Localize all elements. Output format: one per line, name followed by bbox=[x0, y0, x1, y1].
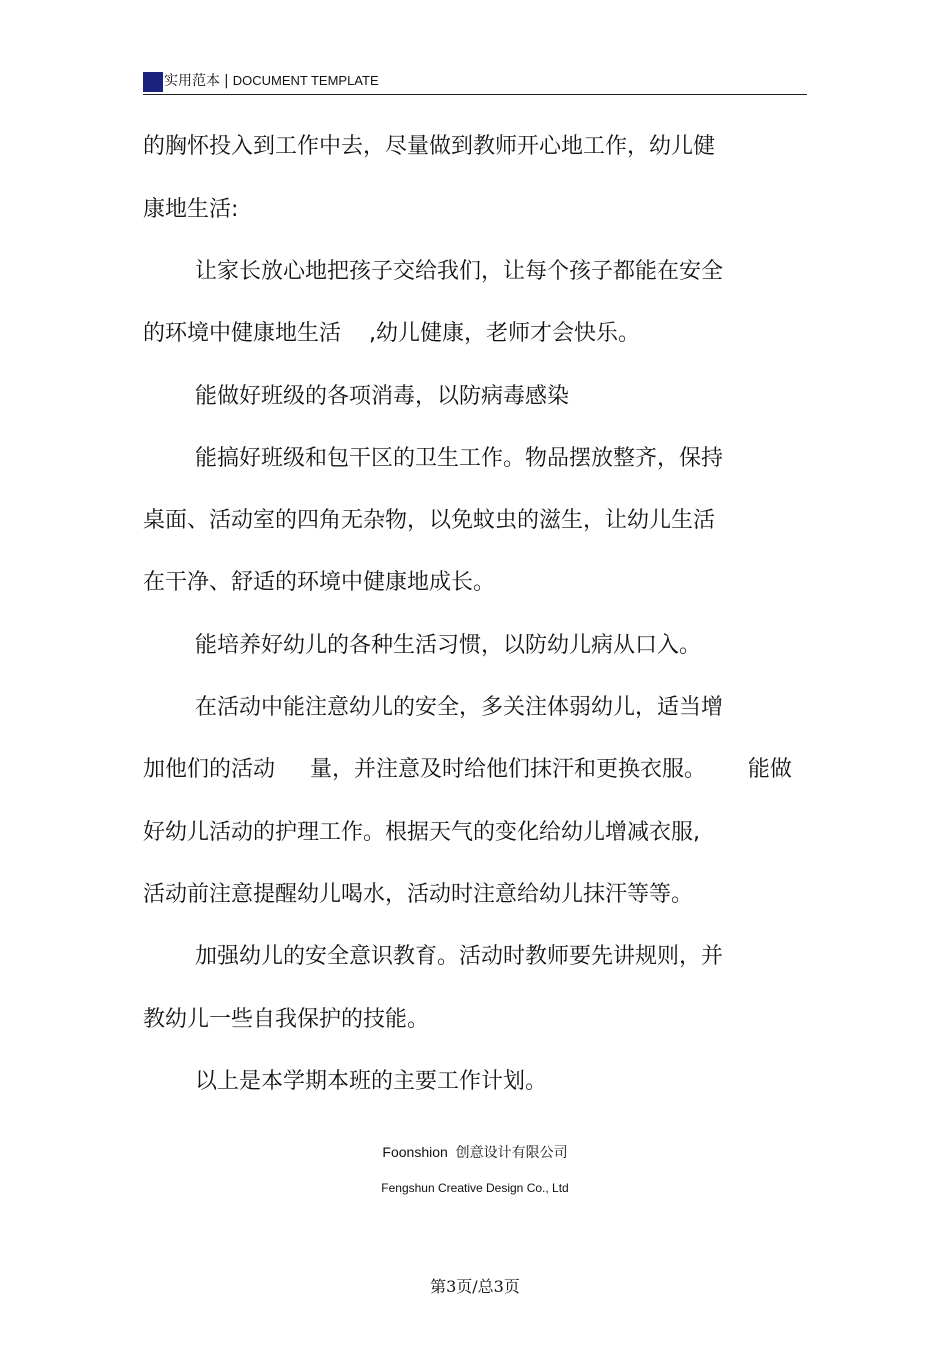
body-line: 能做好班级的各项消毒，以防病毒感染 bbox=[195, 384, 570, 409]
body-line: 在活动中能注意幼儿的安全，多关注体弱幼儿，适当增 bbox=[195, 695, 724, 720]
body-line: 的胸怀投入到工作中去，尽量做到教师开心地工作，幼儿健 bbox=[143, 134, 716, 159]
body-line: 能培养好幼儿的各种生活习惯，以防幼儿病从口入。 bbox=[195, 633, 702, 658]
header-text bbox=[164, 72, 379, 90]
footer-company-en: Fengshun Creative Design Co., Ltd bbox=[381, 1181, 569, 1195]
document-header bbox=[143, 70, 807, 95]
body-line: 让家长放心地把孩子交给我们，让每个孩子都能在安全 bbox=[195, 259, 724, 284]
body-line: 加他们的活动 量，并注意及时给他们抹汗和更换衣服。 能做 bbox=[143, 757, 792, 782]
header-title-en: DOCUMENT TEMPLATE bbox=[232, 73, 379, 88]
body-line: 活动前注意提醒幼儿喝水，活动时注意给幼儿抹汗等等。 bbox=[143, 882, 694, 907]
body-line: 加强幼儿的安全意识教育。活动时教师要先讲规则，并 bbox=[195, 944, 724, 969]
body-line: 桌面、活动室的四角无杂物，以免蚊虫的滋生，让幼儿生活 bbox=[143, 508, 716, 533]
body-line: 康地生活: bbox=[143, 197, 239, 222]
header-separator: | bbox=[224, 73, 229, 89]
body-line: 能搞好班级和包干区的卫生工作。物品摆放整齐，保持 bbox=[195, 446, 724, 471]
body-line: 在干净、舒适的环境中健康地成长。 bbox=[143, 570, 496, 595]
body-line: 好幼儿活动的护理工作。根据天气的变化给幼儿增减衣服, bbox=[143, 820, 700, 845]
header-title-cn: 实用范本 bbox=[164, 73, 220, 89]
body-line: 教幼儿一些自我保护的技能。 bbox=[143, 1007, 430, 1032]
page-number: 第3页/总3页 bbox=[430, 1277, 520, 1296]
body-line: 以上是本学期本班的主要工作计划。 bbox=[195, 1069, 548, 1094]
header-logo-square bbox=[143, 72, 163, 92]
footer-company-cn: Foonshion 创意设计有限公司 bbox=[382, 1144, 568, 1160]
body-line: 的环境中健康地生活 ,幼儿健康，老师才会快乐。 bbox=[143, 321, 640, 346]
